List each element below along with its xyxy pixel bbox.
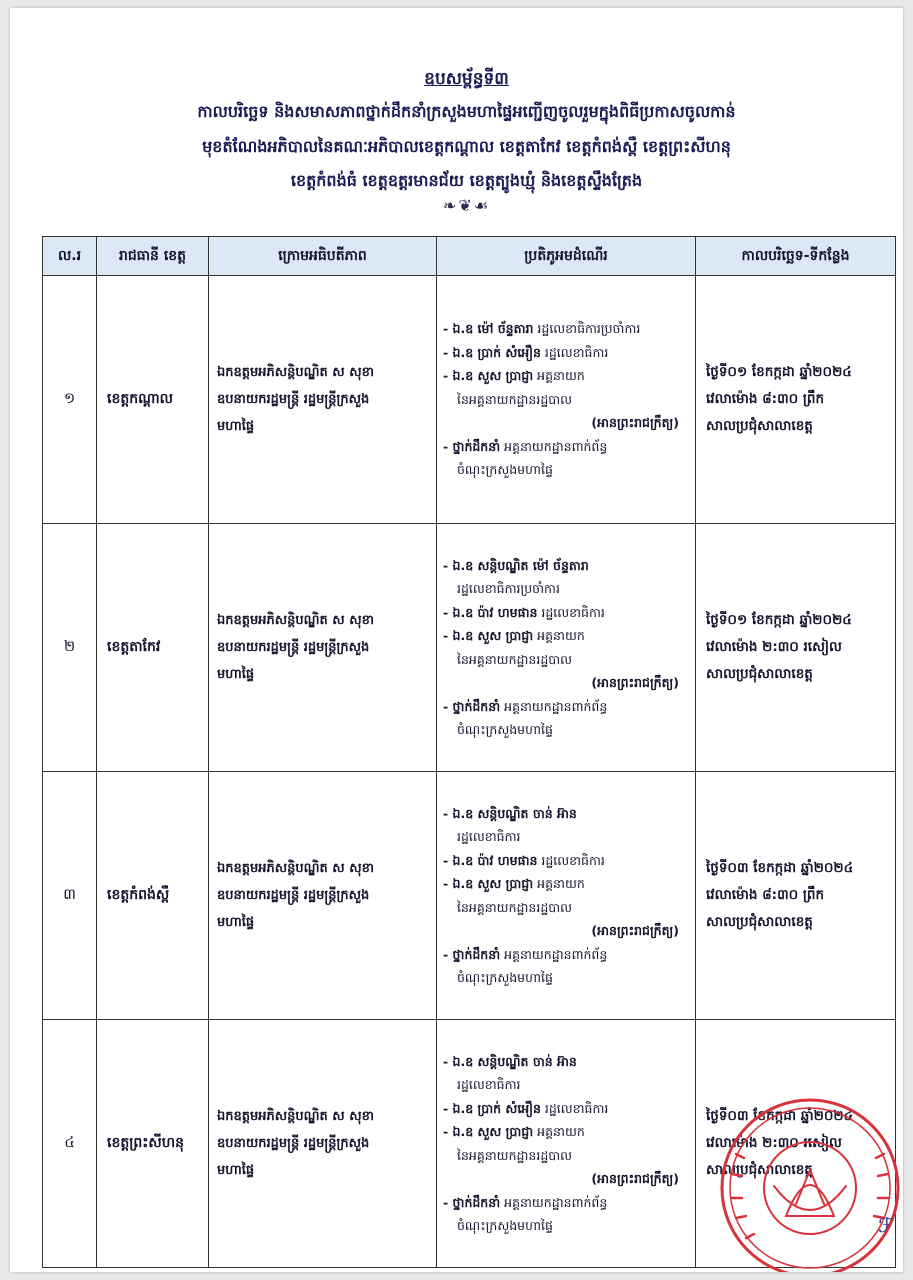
delegation-role: អគ្គនាយក — [533, 876, 585, 891]
date-place-cell — [696, 772, 896, 1020]
delegation-line — [443, 1144, 689, 1168]
delegation-line — [443, 1073, 689, 1097]
delegation-line — [443, 943, 689, 967]
delegation-name: - ឯ.ឧ ប៉ាវ ហមផាន — [443, 604, 538, 620]
row-number: ៣ — [43, 772, 97, 1020]
annex-title: ឧបសម្ព័ន្ធទី៣ — [424, 69, 509, 89]
delegation-line — [443, 1097, 689, 1121]
date-place-line: សាលប្រជុំសាលាខេត្ត — [706, 418, 813, 434]
delegation-name: - ឯ.ឧ សួស ប្រាជ្ញា — [443, 1124, 534, 1139]
delegation-name: - ថ្នាក់ដឹកនាំ — [443, 438, 501, 454]
delegation-name: - ឯ.ឧ សួស ប្រាជ្ញា — [443, 628, 534, 643]
date-place-cell — [696, 524, 896, 772]
delegation-name: - ឯ.ឧ ប៉ាវ ហមផាន — [443, 852, 538, 868]
delegation-name: - ឯ.ឧ សួស ប្រាជ្ញា — [443, 876, 534, 891]
header-delegation: ប្រតិភូអមដំណើរ — [437, 237, 696, 276]
delegation-cell — [437, 772, 696, 1020]
delegation-role: រដ្ឋលេខាធិការប្រចាំការ — [533, 321, 641, 337]
delegation-name: - ថ្នាក់ដឹកនាំ — [443, 946, 501, 962]
delegation-line — [443, 671, 689, 695]
date-place-line: វេលាម៉ោង ៨:៣០ ព្រឹក — [706, 391, 825, 407]
delegation-line — [443, 341, 689, 365]
delegation-line — [443, 849, 689, 873]
delegation-role: រដ្ឋលេខាធិការ — [457, 1077, 521, 1092]
province-name: ខេត្តព្រះសីហនុ — [97, 1020, 209, 1268]
delegation-role: នៃអគ្គនាយកដ្ឋានរដ្ឋបាល — [457, 899, 573, 915]
row-number: ១ — [43, 276, 97, 524]
date-place-line: វេលាម៉ោង ២:៣០ រសៀល — [706, 639, 842, 655]
delegation-name: - ឯ.ឧ ម៉ៅ ច័ន្ទតារា — [443, 321, 534, 337]
delegation-role: ចំណុះក្រសួងមហាផ្ទៃ — [457, 722, 553, 737]
date-place-line: ថ្ងៃទី០៣ ខែកក្កដា ឆ្នាំ២០២៤ — [706, 1108, 854, 1124]
delegation-role: រដ្ឋលេខាធិការ — [457, 829, 521, 844]
delegation-name: - ឯ.ឧ សួស ប្រាជ្ញា — [443, 368, 534, 384]
delegation-line — [443, 802, 689, 826]
date-place-line: ថ្ងៃទី០១ ខែកក្កដា ឆ្នាំ២០២៤ — [706, 612, 852, 628]
delegation-name: (អានព្រះរាជក្រឹត្យ) — [591, 1171, 679, 1186]
delegation-role: រដ្ឋលេខាធិការ — [537, 604, 605, 620]
delegation-cell — [437, 1020, 696, 1268]
delegation-role: រដ្ឋលេខាធិការ — [540, 1100, 609, 1116]
delegation-name: - ថ្នាក់ដឹកនាំ — [443, 698, 501, 714]
delegation-line — [443, 435, 689, 459]
delegation-role: អគ្គនាយក — [533, 368, 585, 384]
delegation-name: - ឯ.ឧ ប្រាក់ សំអឿន — [443, 1100, 541, 1116]
table-row — [43, 524, 896, 772]
delegation-cell — [437, 524, 696, 772]
ornament-icon: ❧❦☙ — [442, 196, 491, 215]
chair-line: មហាផ្ទៃ — [217, 915, 255, 930]
chair-line: ឧបនាយករដ្ឋមន្ត្រី រដ្ឋមន្ត្រីក្រសួង — [217, 1136, 370, 1151]
chair-line: ឧបនាយករដ្ឋមន្ត្រី រដ្ឋមន្ត្រីក្រសួង — [217, 888, 370, 903]
chair-line: មហាផ្ទៃ — [217, 419, 255, 434]
heading-line-1: កាលបរិច្ឆេទ និងសមាសភាពថ្នាក់ដឹកនាំក្រសួងមហាផ្ទៃអញ្ជើញចូលរួមក្នុងពិធីប្រកាសចូលកាន់ — [197, 102, 736, 121]
delegation-role: អគ្គនាយក — [533, 628, 585, 643]
delegation-name: - ឯ.ឧ សន្តិបណ្ឌិត ចាន់ អ៊ាន — [443, 1053, 577, 1069]
chair-cell — [209, 524, 437, 772]
date-place-line: វេលាម៉ោង ៨:៣០ ព្រឹក — [706, 887, 825, 903]
chair-cell — [209, 276, 437, 524]
delegation-line — [443, 411, 689, 435]
row-number: ២ — [43, 524, 97, 772]
delegation-role: រដ្ឋលេខាធិការ — [537, 852, 605, 868]
delegation-line — [443, 695, 689, 719]
province-name: ខេត្តកំពង់ស្ពឺ — [97, 772, 209, 1020]
chair-line: ឧបនាយករដ្ឋមន្ត្រី រដ្ឋមន្ត្រីក្រសួង — [217, 640, 370, 655]
chair-line: ឯកឧត្តមអភិសន្តិបណ្ឌិត ស សុខា — [217, 613, 374, 628]
signature-mark: ℱ — [878, 1213, 894, 1237]
province-name: ខេត្តកណ្តាល — [97, 276, 209, 524]
date-place-line: សាលប្រជុំសាលាខេត្ត — [706, 914, 813, 930]
header-number: ល.រ — [43, 237, 97, 276]
delegation-name: - ឯ.ឧ ប្រាក់ សំអឿន — [443, 344, 541, 360]
delegation-line — [443, 919, 689, 943]
delegation-line — [443, 577, 689, 601]
delegation-line — [443, 601, 689, 625]
heading-line-2: មុខតំណែងអភិបាលនៃគណៈអភិបាលខេត្តកណ្តាល ខេត្តតាកែវ ខេត្តកំពង់ស្ពឺ ខេត្តព្រះសីហនុ — [202, 137, 731, 156]
delegation-line — [443, 317, 689, 341]
delegation-line — [443, 1120, 689, 1144]
delegation-role: អគ្គនាយកដ្ឋានពាក់ព័ន្ធ — [500, 698, 608, 714]
table-row — [43, 276, 896, 524]
province-name: ខេត្តតាកែវ — [97, 524, 209, 772]
delegation-line — [443, 872, 689, 896]
delegation-line — [443, 648, 689, 672]
delegation-name: (អានព្រះរាជក្រឹត្យ) — [591, 923, 679, 938]
delegation-role: រដ្ឋលេខាធិការ — [540, 344, 609, 360]
date-place-line: ថ្ងៃទី០៣ ខែកក្កដា ឆ្នាំ២០២៤ — [706, 860, 854, 876]
row-number: ៤ — [43, 1020, 97, 1268]
official-seal-icon — [716, 1094, 903, 1272]
delegation-line — [443, 966, 689, 990]
delegation-cell — [437, 276, 696, 524]
chair-line: ឯកឧត្តមអភិសន្តិបណ្ឌិត ស សុខា — [217, 1109, 374, 1124]
date-place-line: វេលាម៉ោង ២:៣០ រសៀល — [706, 1135, 842, 1151]
table-row — [43, 772, 896, 1020]
delegation-line — [443, 1191, 689, 1215]
delegation-name: - ថ្នាក់ដឹកនាំ — [443, 1194, 501, 1210]
delegation-line — [443, 1167, 689, 1191]
chair-line: មហាផ្ទៃ — [217, 667, 255, 682]
delegation-role: ចំណុះក្រសួងមហាផ្ទៃ — [457, 1218, 553, 1233]
delegation-role: អគ្គនាយក — [533, 1124, 585, 1139]
delegation-role: នៃអគ្គនាយកដ្ឋានរដ្ឋបាល — [457, 391, 573, 407]
delegation-line — [443, 896, 689, 920]
delegation-role: អគ្គនាយកដ្ឋានពាក់ព័ន្ធ — [500, 946, 608, 962]
date-place-line: សាលប្រជុំសាលាខេត្ត — [706, 1162, 813, 1178]
date-place-line: ថ្ងៃទី០១ ខែកក្កដា ឆ្នាំ២០២៤ — [706, 364, 852, 380]
delegation-line — [443, 554, 689, 578]
delegation-name: (អានព្រះរាជក្រឹត្យ) — [591, 415, 679, 431]
chair-cell — [209, 772, 437, 1020]
date-place-cell — [696, 276, 896, 524]
delegation-line — [443, 718, 689, 742]
delegation-role: រដ្ឋលេខាធិការប្រចាំការ — [457, 581, 560, 596]
delegation-line — [443, 624, 689, 648]
delegation-line — [443, 825, 689, 849]
chair-line: មហាផ្ទៃ — [217, 1163, 255, 1178]
chair-line: ឯកឧត្តមអភិសន្តិបណ្ឌិត ស សុខា — [217, 861, 374, 876]
header-province: រាជធានី ខេត្ត — [97, 237, 209, 276]
chair-line: ឯកឧត្តមអភិសន្តិបណ្ឌិត ស សុខា — [217, 365, 374, 380]
chair-line: ឧបនាយករដ្ឋមន្ត្រី រដ្ឋមន្ត្រីក្រសួង — [217, 392, 370, 407]
table-header-row — [43, 237, 896, 276]
delegation-name: (អានព្រះរាជក្រឹត្យ) — [591, 675, 679, 690]
delegation-line — [443, 388, 689, 412]
header-chair: ក្រោមអធិបតីភាព — [209, 237, 437, 276]
delegation-role: ចំណុះក្រសួងមហាផ្ទៃ — [457, 970, 553, 985]
delegation-line — [443, 364, 689, 388]
delegation-role: នៃអគ្គនាយកដ្ឋានរដ្ឋបាល — [457, 651, 573, 667]
delegation-name: - ឯ.ឧ សន្តិបណ្ឌិត ចាន់ អ៊ាន — [443, 805, 577, 821]
date-place-line: សាលប្រជុំសាលាខេត្ត — [706, 666, 813, 682]
chair-cell — [209, 1020, 437, 1268]
delegation-role: អគ្គនាយកដ្ឋានពាក់ព័ន្ធ — [500, 1194, 608, 1210]
document-page — [10, 8, 903, 1272]
delegation-role: នៃអគ្គនាយកដ្ឋានរដ្ឋបាល — [457, 1147, 573, 1163]
header-date-place: កាលបរិច្ឆេទ-ទីកន្លែង — [696, 237, 896, 276]
delegation-name: - ឯ.ឧ សន្តិបណ្ឌិត ម៉ៅ ច័ន្ទតារា — [443, 557, 589, 573]
delegation-line — [443, 1050, 689, 1074]
delegation-role: អគ្គនាយកដ្ឋានពាក់ព័ន្ធ — [500, 438, 608, 454]
delegation-role: ចំណុះក្រសួងមហាផ្ទៃ — [457, 462, 553, 478]
delegation-line — [443, 1214, 689, 1238]
heading-line-3: ខេត្តកំពង់ធំ ខេត្តឧត្តរមានជ័យ ខេត្តត្បូងឃ្មុំ និងខេត្តស្ទឹងត្រែង — [290, 171, 643, 190]
delegation-line — [443, 458, 689, 482]
